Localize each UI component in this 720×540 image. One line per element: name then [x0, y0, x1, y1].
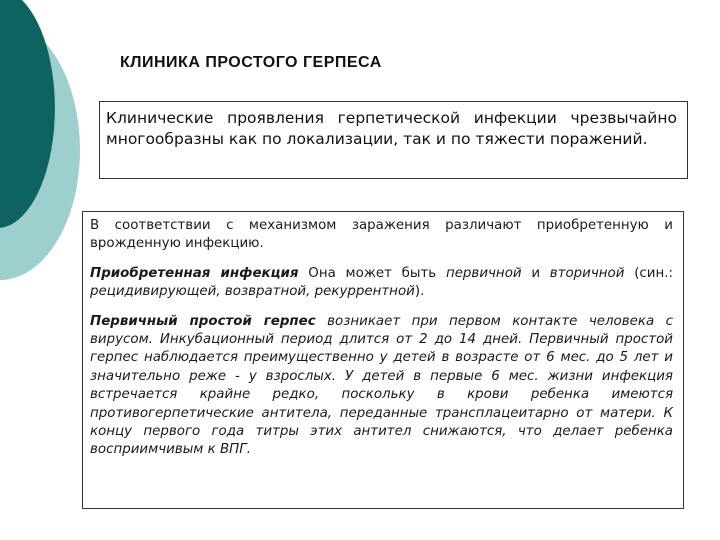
acquired-text-c: (син.: — [624, 265, 674, 281]
clinical-summary-text: Клинические проявления герпетической инфекции чрезвычайно многообразны как по локализации, так и по тяжести поражений. — [106, 109, 677, 148]
acquired-primary: первичной — [445, 265, 522, 281]
infection-types-paragraph: В соответствии с механизмом заражения различают приобретенную и врожденную инфекцию. — [90, 218, 673, 252]
page-title: КЛИНИКА ПРОСТОГО ГЕРПЕСА — [120, 54, 382, 71]
decorative-teal-circles — [0, 0, 80, 300]
infection-details-box — [82, 211, 684, 509]
acquired-text-d: ). — [414, 284, 425, 300]
acquired-text-b: и — [521, 265, 550, 281]
primary-herpes-text: возникает при первом контакте человека с вирусом. Инкубационный период длится от 2 до 14 дней. Первичный простой герпес наблюдается преимущественно у детей в возрасте от 6 мес. до 5 лет и значительно реже - у взрослых. У детей в первые 6 мес. жизни инфекция встречается крайне редко, поскольку в крови ребенка имеются противогерпетические антитела, переданные трансплацеитарно от матери. К концу первого года титры этих антител снижаются, что делает ребенка восприимчивым к ВПГ. — [90, 313, 674, 458]
acquired-infection-paragraph — [90, 265, 673, 302]
acquired-infection-heading: Приобретенная инфекция — [90, 265, 299, 281]
primary-herpes-heading: Первичный простой герпес — [90, 313, 316, 329]
acquired-synonyms: рецидивирующей, возвратной, рекуррентной — [90, 284, 415, 300]
clinical-summary-box — [99, 101, 688, 179]
primary-herpes-paragraph — [90, 313, 673, 460]
acquired-secondary: вторичной — [549, 265, 625, 281]
acquired-text-a: Она может быть — [298, 265, 446, 281]
